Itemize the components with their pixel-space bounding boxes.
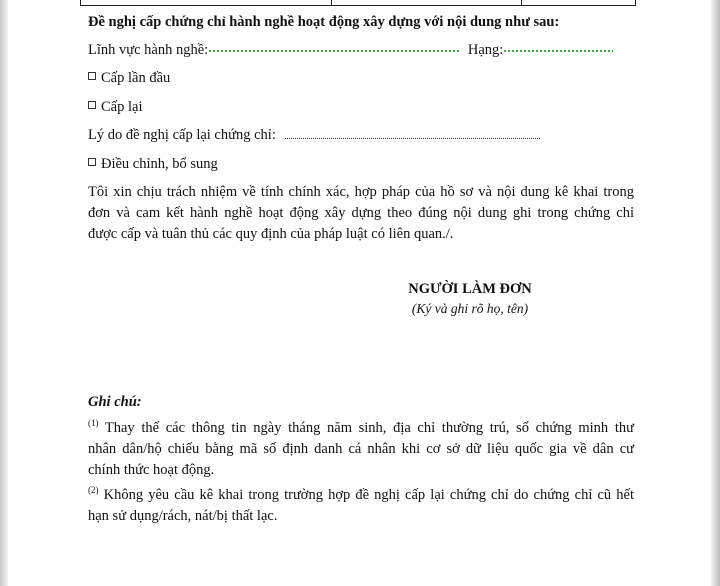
option-reissue-label: Cấp lại (101, 99, 143, 115)
table-bottom-edge (80, 0, 636, 6)
option-first-issue[interactable] (88, 70, 170, 87)
note-line: hạn sử dụng/rách, nát/bị thất lạc. (88, 508, 278, 524)
commitment-line: Tôi xin chịu trách nhiệm về tính chính xác, hợp pháp của hồ sơ và nội dung kê khai trong (88, 184, 634, 200)
rank-label: Hạng: (467, 42, 504, 58)
rank-input-line[interactable] (503, 48, 613, 54)
option-first-label: Cấp lần đầu (101, 70, 171, 86)
page-shadow-left (0, 0, 8, 586)
notes-heading: Ghi chú: (88, 394, 142, 410)
note-2 (88, 485, 634, 527)
commitment-line: được cấp và tuân thủ các quy định của pháp luật có liên quan./. (88, 226, 454, 242)
option-adjust-label: Điều chỉnh, bổ sung (101, 156, 218, 172)
note-marker: (1) (88, 418, 99, 429)
field-rank-row (88, 42, 613, 59)
signature-subtitle: (Ký và ghi rõ họ, tên) (411, 301, 529, 316)
option-adjust[interactable] (88, 156, 218, 173)
checkbox-icon[interactable] (88, 72, 96, 80)
table-column-divider (331, 0, 332, 5)
field-label: Lĩnh vực hành nghề: (88, 42, 209, 58)
note-line (88, 485, 634, 506)
checkbox-icon[interactable] (88, 158, 96, 166)
option-reissue[interactable] (88, 99, 142, 116)
commitment-paragraph (88, 182, 634, 245)
commitment-line: đơn và cam kết hành nghề hoạt động xây dựng theo đúng nội dung ghi trong chứng chỉ (88, 205, 634, 221)
signature-title: NGƯỜI LÀM ĐƠN (408, 281, 532, 297)
reason-label: Lý do đề nghị cấp lại chứng chỉ: (88, 127, 276, 143)
request-heading: Đề nghị cấp chứng chỉ hành nghề hoạt động xây dựng với nội dung như sau: (88, 14, 560, 30)
signature-block (360, 281, 580, 317)
note-line: nhân dân/hộ chiếu bằng mã số định danh cá nhân khi cơ sở dữ liệu quốc gia về dân cư (88, 441, 634, 457)
reason-input-line[interactable] (285, 128, 540, 139)
note-text: Thay thế các thông tin ngày tháng năm sinh, địa chỉ thường trú, số chứng minh thư (104, 420, 634, 436)
field-input-line[interactable] (208, 48, 460, 54)
note-line (88, 418, 634, 439)
page-shadow-right (711, 0, 720, 586)
note-text: Không yêu cầu kê khai trong trường hợp đề nghị cấp lại chứng chỉ do chứng chỉ cũ hết (103, 487, 635, 503)
table-column-divider (521, 0, 522, 5)
reissue-reason-row (88, 127, 540, 144)
note-line: chính thức hoạt động. (88, 462, 215, 478)
note-1 (88, 418, 634, 481)
note-marker: (2) (88, 485, 99, 496)
checkbox-icon[interactable] (88, 101, 96, 109)
